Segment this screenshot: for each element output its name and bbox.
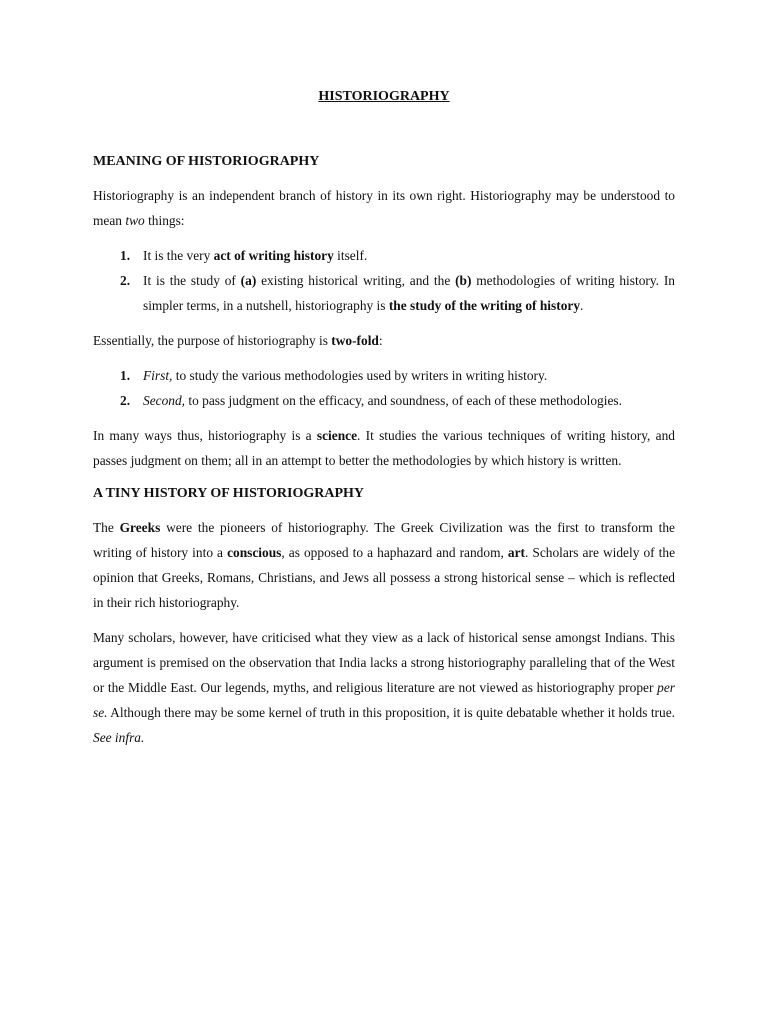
section-heading-history: A TINY HISTORY OF HISTORIOGRAPHY <box>93 486 365 501</box>
indians-text: Many scholars, however, have criticised what they view as a lack of historical sense amongst Indians. This argument is premised on the observation that India lacks a strong historiography paralleling that of the West or the Middle East. Our legends, myths, and religious literature are not viewed as historiography proper <box>93 630 675 695</box>
science-text: In many ways thus, historiography is a <box>93 428 317 443</box>
list-bold: (b) <box>455 273 472 288</box>
see-infra-italic: See infra. <box>93 730 145 745</box>
list-text: to pass judgment on the efficacy, and soundness, of each of these methodologies. <box>185 393 622 408</box>
section-heading-meaning: MEANING OF HISTORIOGRAPHY <box>93 154 320 169</box>
intro-emphasis: two <box>125 213 145 228</box>
greeks-paragraph <box>93 515 675 615</box>
list-text: It is the very <box>143 248 214 263</box>
list-text: . <box>580 298 584 313</box>
indians-text: Although there may be some kernel of truth in this proposition, it is quite debatable whether it holds true. <box>107 705 675 720</box>
document-title: HISTORIOGRAPHY <box>318 89 450 104</box>
list-bold: act of writing history <box>213 248 334 263</box>
science-bold: science <box>316 428 358 443</box>
intro-text: Historiography is an independent branch of history in its own right. Historiography may be understood to mean <box>93 188 675 228</box>
greeks-text-end: . Scholars are widely of the opinion that Greeks, Romans, Christians, and Jews all possess a strong historical sense – which is reflected in their rich historiography. <box>93 545 676 610</box>
per-se-italic: per se. <box>93 680 675 720</box>
purpose-text: Essentially, the purpose of historiography is <box>93 333 332 348</box>
list-text: methodologies of writing history. In simpler terms, in a nutshell, historiography is <box>143 273 675 313</box>
science-text-end: . It studies the various techniques of writing history, and passes judgment on them; all in an attempt to better the methodologies by which history is written. <box>93 428 675 468</box>
list-italic: First, <box>143 368 173 383</box>
list-item <box>93 363 675 388</box>
greeks-bold: Greeks <box>119 520 161 535</box>
list-bold: the study of the writing of history <box>388 298 581 313</box>
list-number: 2. <box>120 393 131 408</box>
list-italic: Second, <box>143 393 186 408</box>
list-item <box>93 243 675 268</box>
list-text: to study the various methodologies used by writers in writing history. <box>172 368 548 383</box>
purpose-paragraph <box>93 328 675 353</box>
purpose-list <box>93 363 675 413</box>
list-text: existing historical writing, and the <box>256 273 456 288</box>
purpose-text-end: : <box>378 333 383 348</box>
greeks-text: , as opposed to a haphazard and random, <box>281 545 508 560</box>
art-bold: art <box>507 545 525 560</box>
greeks-text: were the pioneers of historiography. The Greek Civilization was the first to transform the writing of history into a <box>93 520 675 560</box>
list-text: It is the study of <box>143 273 241 288</box>
list-bold: (a) <box>240 273 257 288</box>
list-text: itself. <box>333 248 368 263</box>
list-item <box>93 388 675 413</box>
conscious-bold: conscious <box>227 545 282 560</box>
indians-paragraph <box>93 625 675 750</box>
greeks-text: The <box>93 520 120 535</box>
list-number: 1. <box>120 368 131 383</box>
list-item <box>93 268 675 318</box>
purpose-bold: two-fold <box>331 333 379 348</box>
meaning-list <box>93 243 675 318</box>
document-page <box>93 86 675 760</box>
intro-text-end: things: <box>144 213 185 228</box>
intro-paragraph <box>93 183 675 233</box>
science-paragraph <box>93 423 675 473</box>
list-number: 1. <box>120 248 131 263</box>
list-number: 2. <box>120 273 131 288</box>
